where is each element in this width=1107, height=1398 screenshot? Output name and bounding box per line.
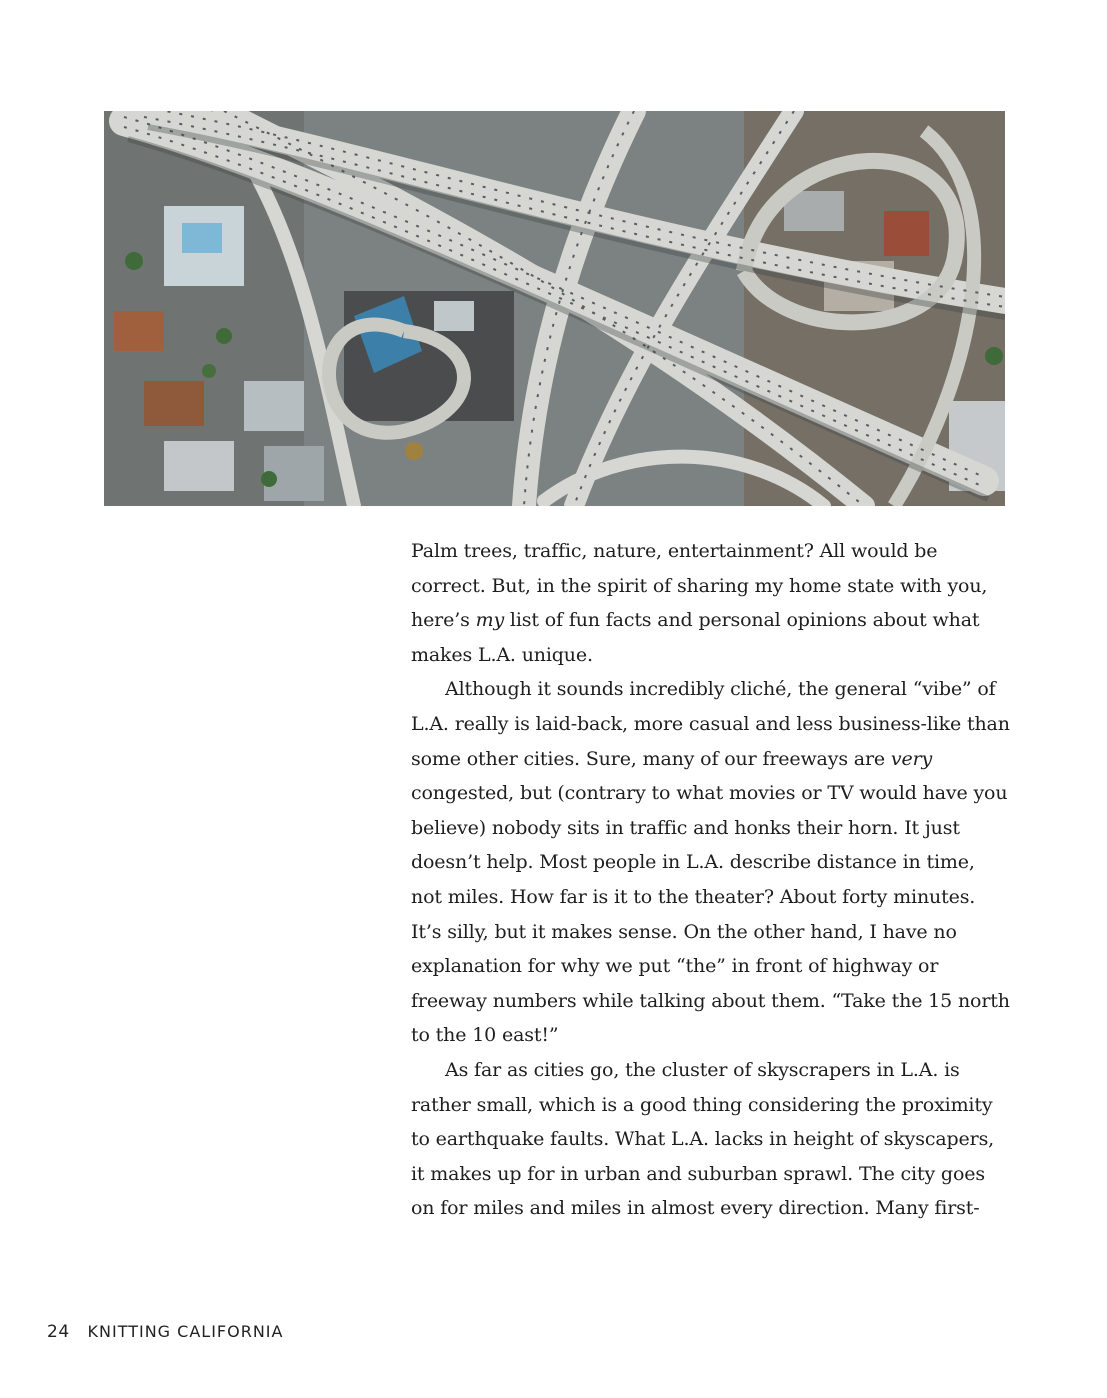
- page-footer: [47, 1322, 283, 1342]
- page-number: 24: [47, 1322, 70, 1342]
- freeway-interchange-photo: [104, 111, 1005, 506]
- aerial-freeway-image: [104, 111, 1005, 506]
- emphasis: very: [890, 747, 933, 770]
- emphasis: my: [475, 609, 505, 632]
- body-text: [411, 534, 1011, 1226]
- paragraph-1: Palm trees, traffic, nature, entertainment? All would be correct. But, in the spirit of sharing my home state with you, here’s my list of fun facts and personal opinions about what makes L.A. unique.: [411, 540, 988, 666]
- paragraph-2: Although it sounds incredibly cliché, the general “vibe” of L.A. really is laid-back, more casual and less business-like than some other cities. Sure, many of our freeways are very congested, but (contrary to what movies or TV would have you believe) nobody sits in traffic and honks their horn. It just doesn’t help. Most people in L.A. describe distance in time, not miles. How far is it to the theater? About forty minutes. It’s silly, but it makes sense. On the other hand, I have no explanation for why we put “the” in front of highway or freeway numbers while talking about them. “Take the 15 north to the 10 east!”: [411, 678, 1010, 1047]
- paragraph-3: As far as cities go, the cluster of skyscrapers in L.A. is rather small, which is a good thing considering the proximity to earthquake faults. What L.A. lacks in height of skyscapers, it makes up for in urban and suburban sprawl. The city goes on for miles and miles in almost every direction. Many first-: [411, 1058, 995, 1220]
- running-title: KNITTING CALIFORNIA: [87, 1322, 284, 1341]
